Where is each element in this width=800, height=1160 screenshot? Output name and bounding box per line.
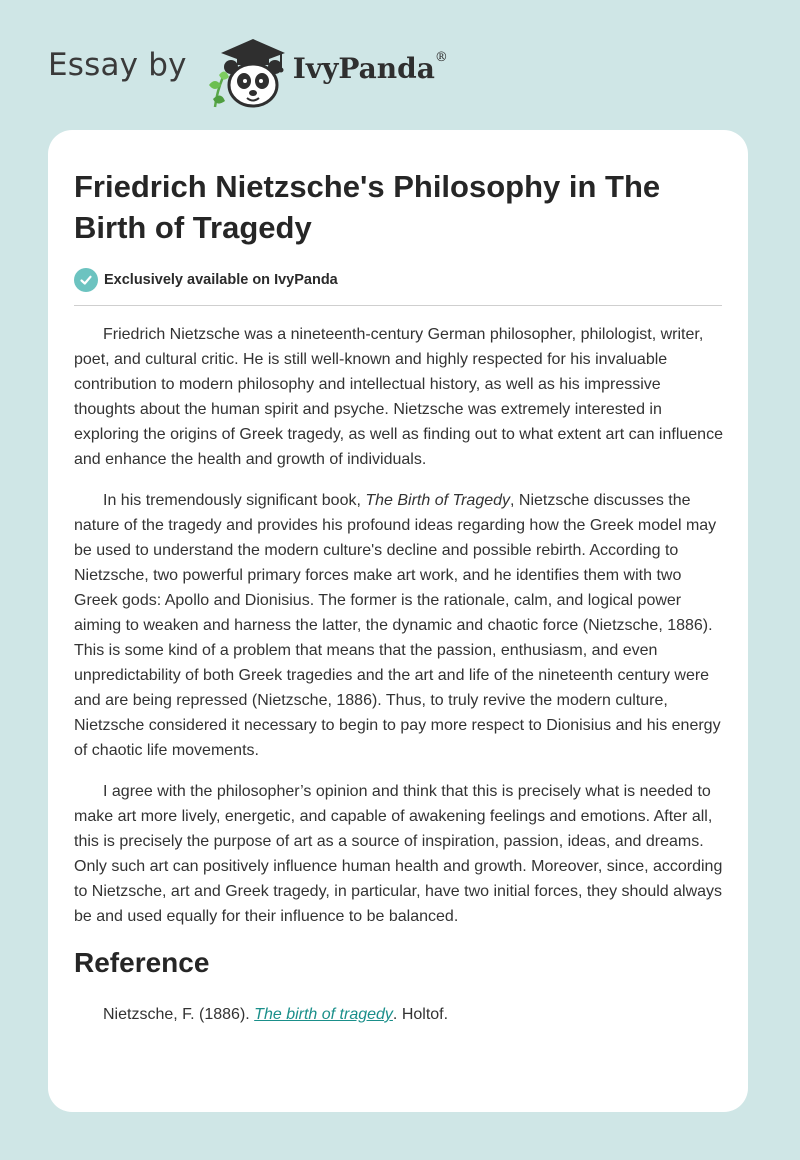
registered-mark: ® [434,49,448,65]
paragraph-1: Friedrich Nietzsche was a nineteenth-century German philosopher, philologist, writer, poet, and cultural critic. He is still well-known and highly respected for his invaluable contribution to modern philosophy and intellectual history, as well as his impressive thoughts about the human spirit and psyche. Nietzsche was extremely interested in exploring the origins of Greek tragedy, as well as finding out to what extent art can influence and enhance the health and growth of individuals. [74,326,723,468]
divider [74,305,722,306]
essay-title: Friedrich Nietzsche's Philosophy in The Birth of Tragedy [74,169,661,245]
book-title: The Birth of Tragedy [365,492,511,509]
reference-link[interactable]: The birth of tragedy [254,1006,393,1023]
paragraph-2-start: In his tremendously significant book, [103,492,366,509]
reference-heading: Reference [74,947,210,978]
essay-by-label: Essay by [48,47,187,83]
check-icon [74,268,98,292]
ivypanda-logo-icon[interactable] [201,31,287,109]
paragraph-2-rest: , Nietzsche discusses the nature of the tragedy and provides his profound ideas regarding how the Greek model may be used to understand the modern culture's decline and possible rebirth. According to Nietzsche, two powerful primary forces make art work, and he identifies them with two Greek gods: Apollo and Dionisius. The former is the rationale, calm, and logical power aiming to weaken and harness the latter, the dynamic and chaotic force (Nietzsche, 1886). This is some kind of a problem that means that the passion, enthusiasm, and even unpredictability of both Greek tragedies and the art and life of the nineteenth century were and are being repressed (Nietzsche, 1886). Thus, to truly revive the modern culture, Nietzsche considered it necessary to begin to pay more respect to Dionisius and his energy of chaotic life movements. [74,492,721,759]
essay-body [74,322,726,1027]
reference-publisher: . Holtof. [392,1006,449,1023]
badge-label: Exclusively available on IvyPanda [104,272,338,288]
brand-name-text: IvyPanda [292,51,435,85]
essay-card [48,130,748,1112]
reference-author: Nietzsche, F. (1886). [103,1006,255,1023]
reference-entry [74,1003,726,1027]
paragraph-3: I agree with the philosopher’s opinion and think that this is precisely what is needed to make art more lively, energetic, and capable of awakening feelings and emotions. After all, this is precisely the purpose of art as a source of inspiration, passion, ideas, and dreams. Only such art can positively influence human health and growth. Moreover, since, according to Nietzsche, art and Greek tragedy, in particular, have two initial forces, they should always be and used equally for their influence to be balanced. [74,783,723,925]
exclusive-badge [74,268,722,292]
brand-name [292,49,448,85]
site-header [48,30,608,110]
paragraph-2 [74,488,726,763]
